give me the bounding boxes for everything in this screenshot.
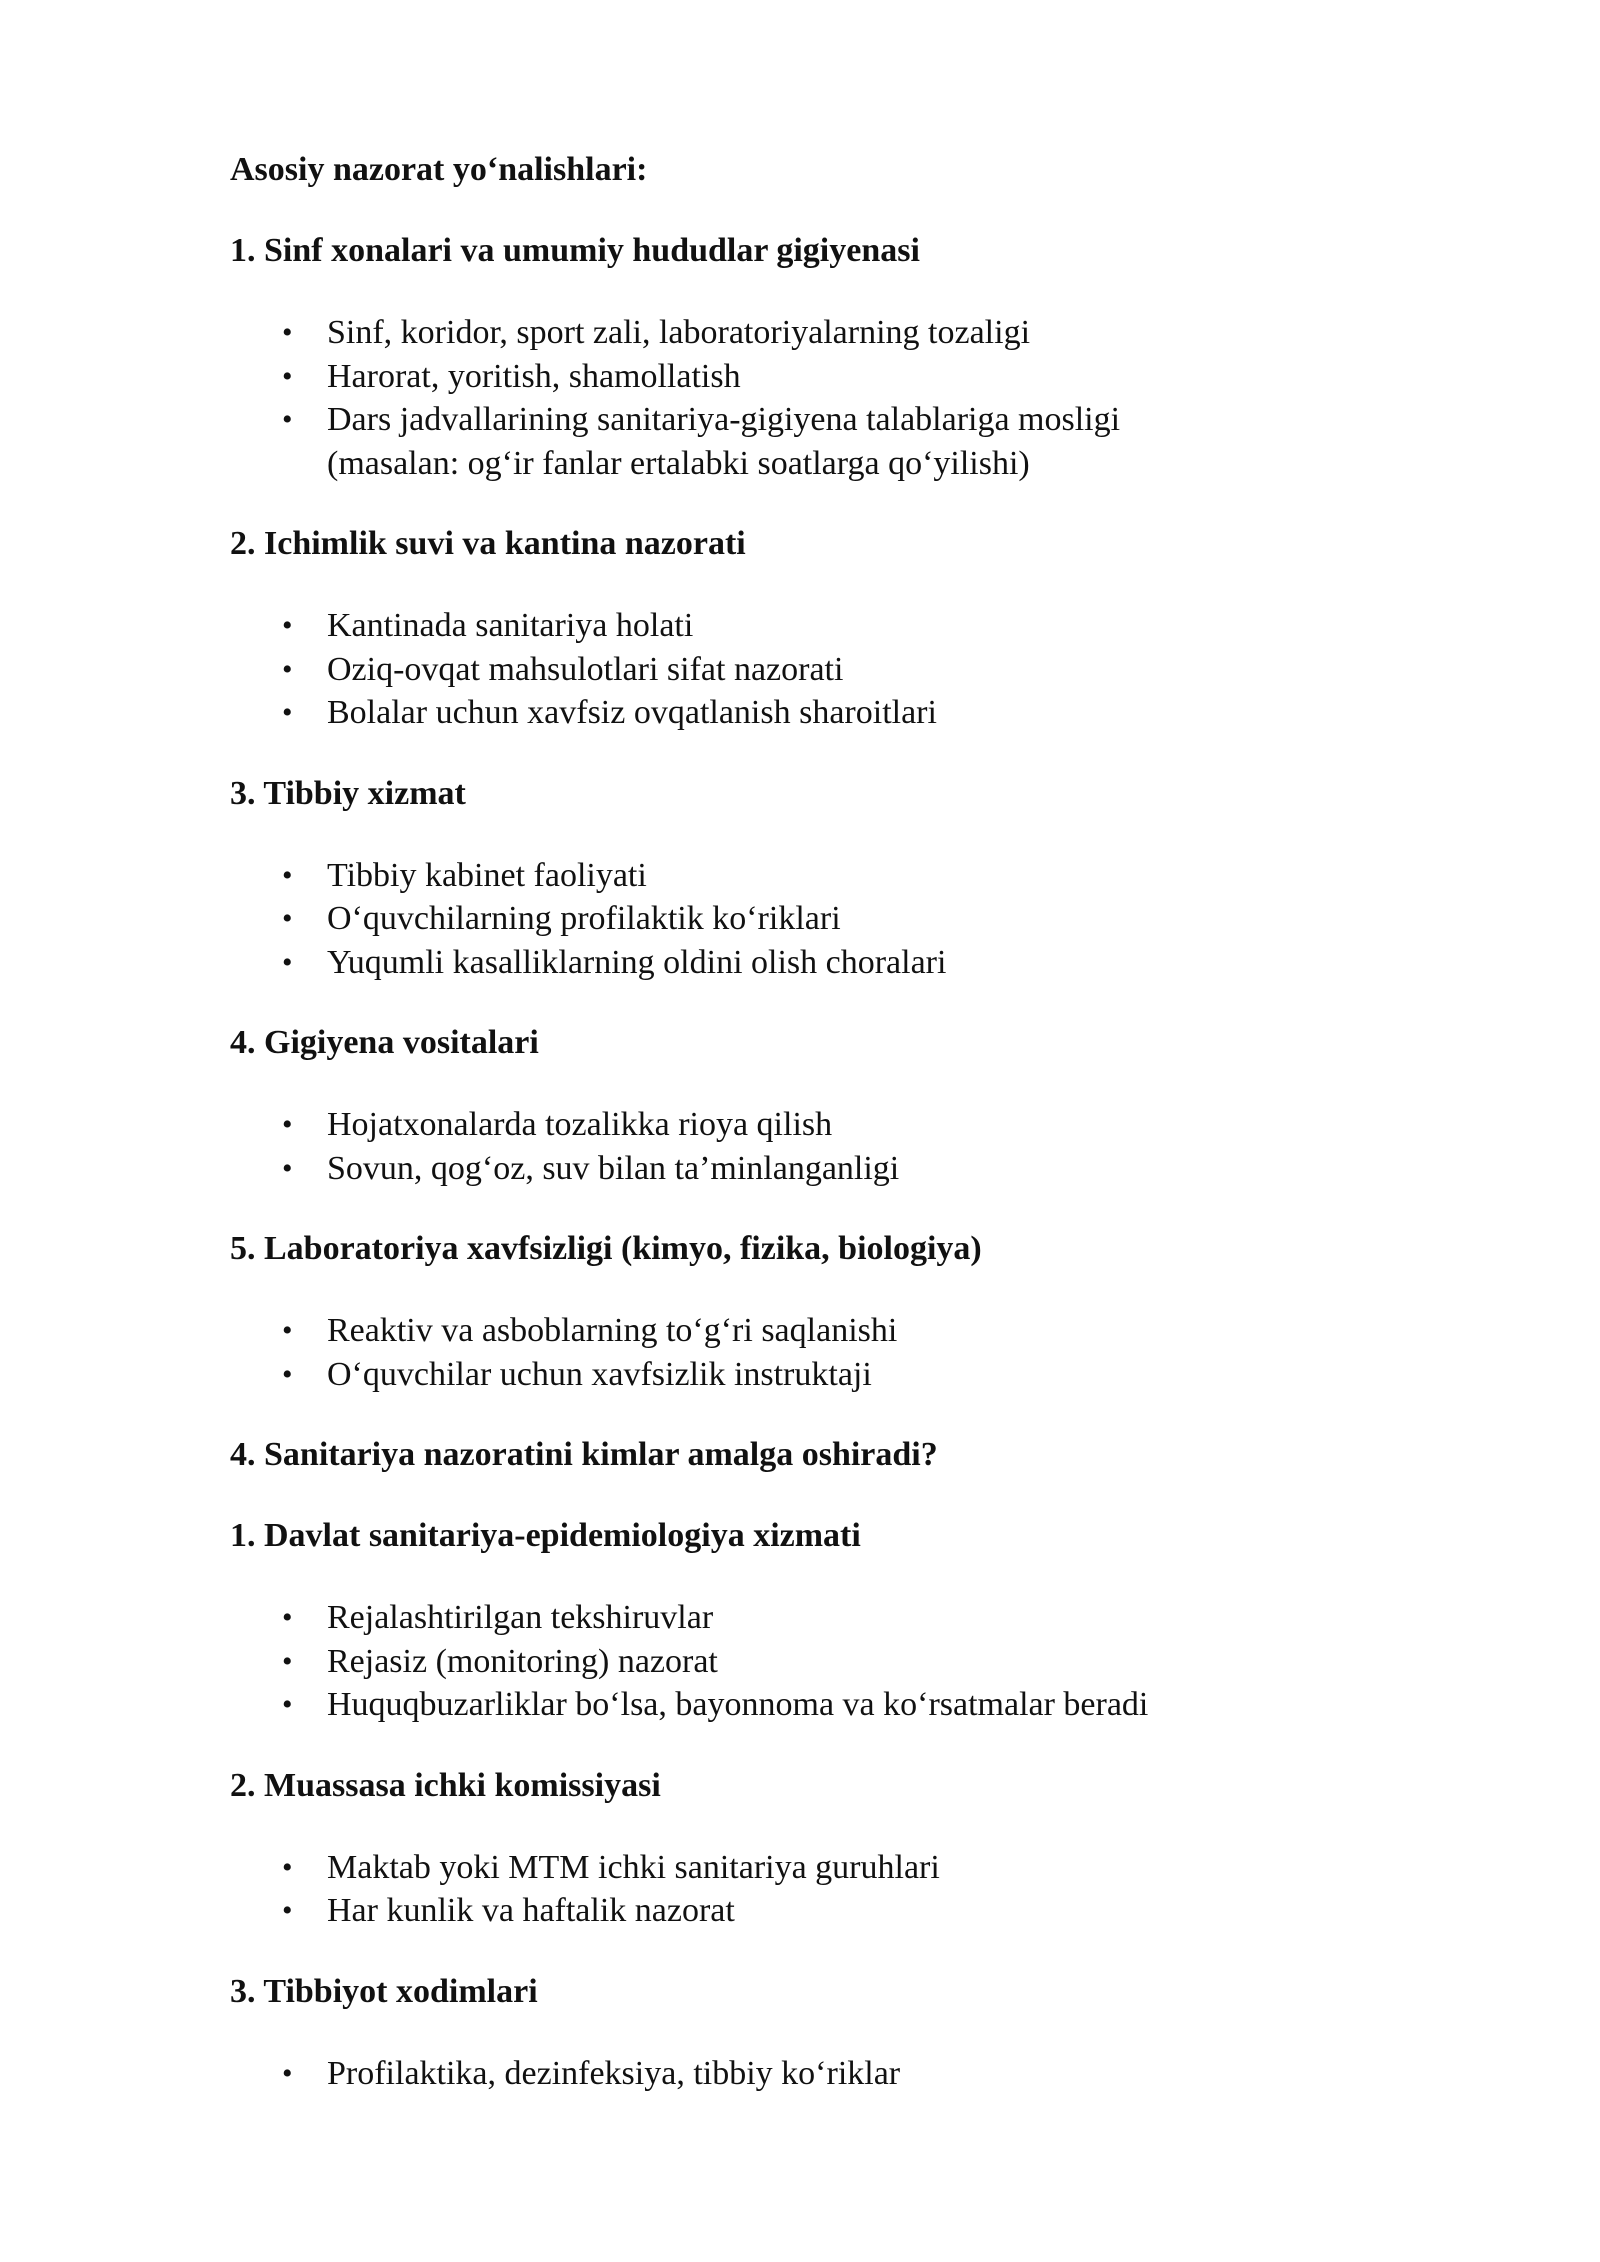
bullet-icon: • <box>282 1108 293 1141</box>
list-item <box>230 1353 1530 1397</box>
list-item <box>230 1147 1530 1191</box>
bullet-icon: • <box>282 902 293 935</box>
bullet-list <box>230 604 1530 735</box>
section-davlat-xizmati <box>230 1514 1530 1727</box>
section-laboratoriya-xavfsizligi <box>230 1227 1530 1396</box>
bullet-icon: • <box>282 1894 293 1927</box>
list-item-text: O‘quvchilarning profilaktik ko‘riklari <box>327 900 841 937</box>
list-item <box>230 941 1530 985</box>
section-sinf-xonalari <box>230 229 1530 485</box>
list-item <box>230 854 1530 898</box>
bullet-list <box>230 311 1530 485</box>
list-item <box>230 1640 1530 1684</box>
list-item <box>230 398 1530 485</box>
section-heading: 2. Muassasa ichki komissiyasi <box>230 1766 661 1804</box>
bullet-icon: • <box>282 609 293 642</box>
bullet-list <box>230 2052 1530 2096</box>
bullet-icon: • <box>282 2056 293 2090</box>
list-item-text: Oziq-ovqat mahsulotlari sifat nazorati <box>327 650 844 688</box>
section-heading: 3. Tibbiy xizmat <box>230 774 466 812</box>
bullet-icon: • <box>282 1688 293 1721</box>
list-item-text: Profilaktika, dezinfeksiya, tibbiy ko‘riklar <box>327 2054 901 2092</box>
section-heading: 4. Gigiyena vositalari <box>230 1024 539 1061</box>
list-item-text: Hojatxonalarda tozalikka rioya qilish <box>327 1106 833 1143</box>
section-tibbiyot-xodimlari <box>230 1970 1530 2096</box>
section-heading: 3. Tibbiyot xodimlari <box>230 1972 538 2010</box>
question-heading: 4. Sanitariya nazoratini kimlar amalga oshiradi? <box>230 1436 938 1473</box>
bullet-icon: • <box>282 359 293 393</box>
bullet-icon: • <box>282 1644 293 1678</box>
bullet-list <box>230 1309 1530 1396</box>
bullet-icon: • <box>282 858 293 892</box>
list-item-text: Rejasiz (monitoring) nazorat <box>327 1642 718 1680</box>
list-item-text: Harorat, yoritish, shamollatish <box>327 357 741 395</box>
list-item-text: Dars jadvallarining sanitariya-gigiyena talablariga mosligi (masalan: og‘ir fanlar ertalabki soatlarga qo‘yilishi) <box>327 401 1121 482</box>
section-heading: 2. Ichimlik suvi va kantina nazorati <box>230 525 746 562</box>
list-item <box>230 691 1530 735</box>
document-title: Asosiy nazorat yo‘nalishlari: <box>230 151 648 188</box>
list-item <box>230 1596 1530 1640</box>
list-item <box>230 311 1530 355</box>
list-item-text: O‘quvchilar uchun xavfsizlik instruktaji <box>327 1355 872 1393</box>
document-page <box>230 148 1530 2095</box>
bullet-icon: • <box>282 945 293 979</box>
list-item-text: Maktab yoki MTM ichki sanitariya guruhlari <box>327 1848 940 1886</box>
section-heading: 5. Laboratoriya xavfsizligi (kimyo, fizika, biologiya) <box>230 1230 982 1267</box>
list-item-text: Kantinada sanitariya holati <box>327 607 694 644</box>
section-ichimlik-suvi <box>230 522 1530 735</box>
list-item-text: Rejalashtirilgan tekshiruvlar <box>327 1599 714 1636</box>
bullet-icon: • <box>282 403 293 436</box>
bullet-list <box>230 854 1530 985</box>
bullet-icon: • <box>282 652 293 686</box>
bullet-icon: • <box>282 696 293 729</box>
bullet-list <box>230 1846 1530 1933</box>
section-ichki-komissiya <box>230 1764 1530 1933</box>
list-item-text: Sinf, koridor, sport zali, laboratoriyalarning tozaligi <box>327 314 1031 351</box>
list-item <box>230 1846 1530 1890</box>
list-item <box>230 2052 1530 2096</box>
list-item-text: Har kunlik va haftalik nazorat <box>327 1892 735 1929</box>
list-item-text: Yuqumli kasalliklarning oldini olish choralari <box>327 943 947 981</box>
list-item <box>230 604 1530 648</box>
list-item-text: Huquqbuzarliklar bo‘lsa, bayonnoma va ko‘rsatmalar beradi <box>327 1686 1149 1723</box>
section-heading: 1. Sinf xonalari va umumiy hududlar gigiyenasi <box>230 232 920 269</box>
bullet-list <box>230 1596 1530 1727</box>
list-item-text: Bolalar uchun xavfsiz ovqatlanish sharoitlari <box>327 694 937 731</box>
list-item-text: Sovun, qog‘oz, suv bilan ta’minlanganligi <box>327 1149 900 1187</box>
section-tibbiy-xizmat <box>230 772 1530 985</box>
bullet-icon: • <box>282 1314 293 1347</box>
bullet-icon: • <box>282 1850 293 1884</box>
bullet-icon: • <box>282 1357 293 1391</box>
section-heading: 1. Davlat sanitariya-epidemiologiya xizmati <box>230 1517 861 1554</box>
bullet-icon: • <box>282 316 293 349</box>
list-item <box>230 1103 1530 1147</box>
list-item-text: Tibbiy kabinet faoliyati <box>327 856 647 894</box>
section-gigiyena-vositalari <box>230 1021 1530 1190</box>
list-item <box>230 1889 1530 1933</box>
bullet-icon: • <box>282 1151 293 1185</box>
bullet-icon: • <box>282 1601 293 1634</box>
list-item <box>230 897 1530 941</box>
list-item <box>230 648 1530 692</box>
list-item-text: Reaktiv va asboblarning to‘g‘ri saqlanishi <box>327 1312 898 1349</box>
list-item <box>230 1683 1530 1727</box>
bullet-list <box>230 1103 1530 1190</box>
list-item <box>230 1309 1530 1353</box>
list-item <box>230 355 1530 399</box>
